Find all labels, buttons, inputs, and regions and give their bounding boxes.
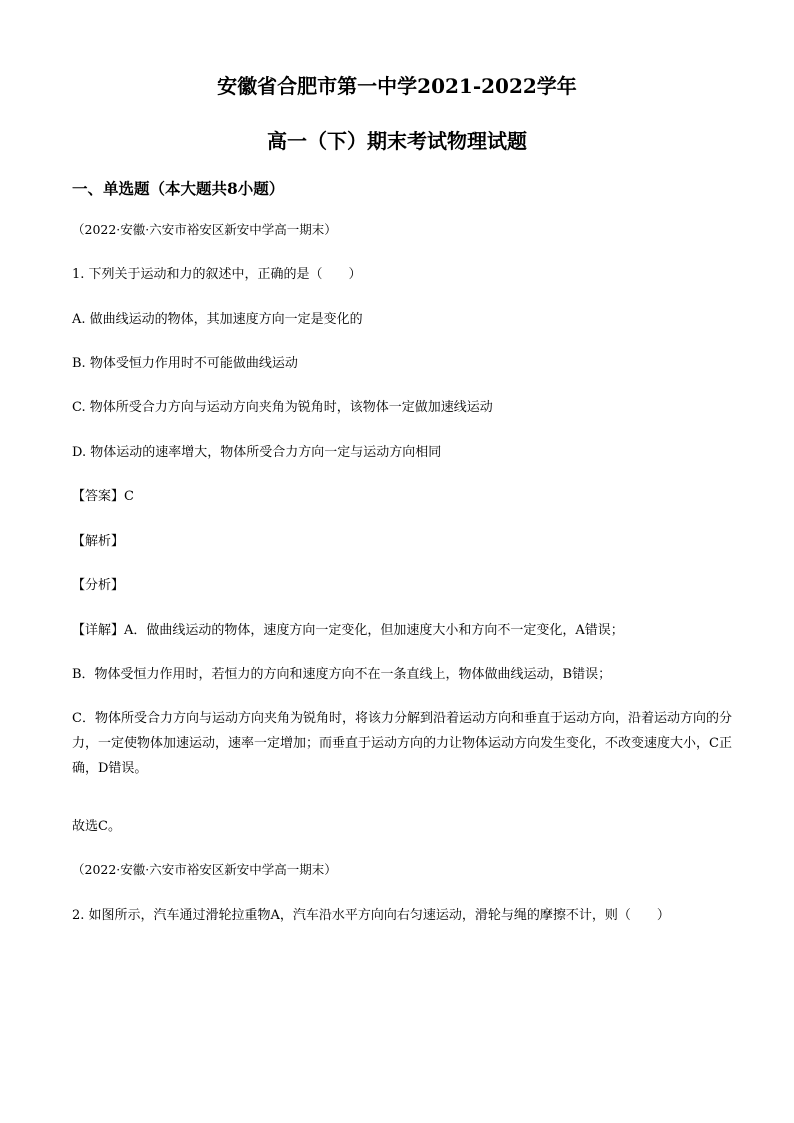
document-title-line1: 安徽省合肥市第一中学2021-2022学年	[217, 74, 577, 98]
q1-answer: 【答案】C	[72, 489, 134, 504]
q2-stem: 2. 如图所示，汽车通过滑轮拉重物A，汽车沿水平方向向右匀速运动，滑轮与绳的摩擦不计，则（ ）	[72, 908, 670, 923]
q1-fenxi-label: 【分析】	[72, 578, 125, 593]
section-heading: 一、单选题（本大题共8小题）	[72, 179, 285, 198]
q2-source: （2022·安徽·六安市裕安区新安中学高一期末）	[72, 862, 337, 877]
q1-option-d: D. 物体运动的速率增大，物体所受合力方向一定与运动方向相同	[72, 445, 442, 460]
q1-source: （2022·安徽·六安市裕安区新安中学高一期末）	[72, 222, 337, 237]
q1-option-b: B. 物体受恒力作用时不可能做曲线运动	[72, 356, 298, 371]
q1-conclusion: 故选C。	[72, 819, 121, 834]
q1-stem: 1. 下列关于运动和力的叙述中，正确的是（ ）	[72, 267, 362, 282]
q1-analysis-label: 【解析】	[72, 534, 125, 549]
q1-option-c: C. 物体所受合力方向与运动方向夹角为锐角时，该物体一定做加速线运动	[72, 400, 493, 415]
q1-detail-c: C．物体所受合力方向与运动方向夹角为锐角时，将该力分解到沿着运动方向和垂直于运动方向，沿着运动方向的分力，一定使物体加速运动，速率一定增加；而垂直于运动方向的力让物体运动方向发生变化，不改变速度大小，C正确，D错误。	[72, 711, 732, 776]
q1-option-a: A. 做曲线运动的物体，其加速度方向一定是变化的	[72, 312, 363, 327]
q1-detail-b: B．物体受恒力作用时，若恒力的方向和速度方向不在一条直线上，物体做曲线运动，B错误；	[72, 667, 612, 682]
q1-detail-a: 【详解】A．做曲线运动的物体，速度方向一定变化，但加速度大小和方向不一定变化，A错误；	[72, 623, 624, 638]
document-title-line2: 高一（下）期末考试物理试题	[267, 129, 527, 153]
